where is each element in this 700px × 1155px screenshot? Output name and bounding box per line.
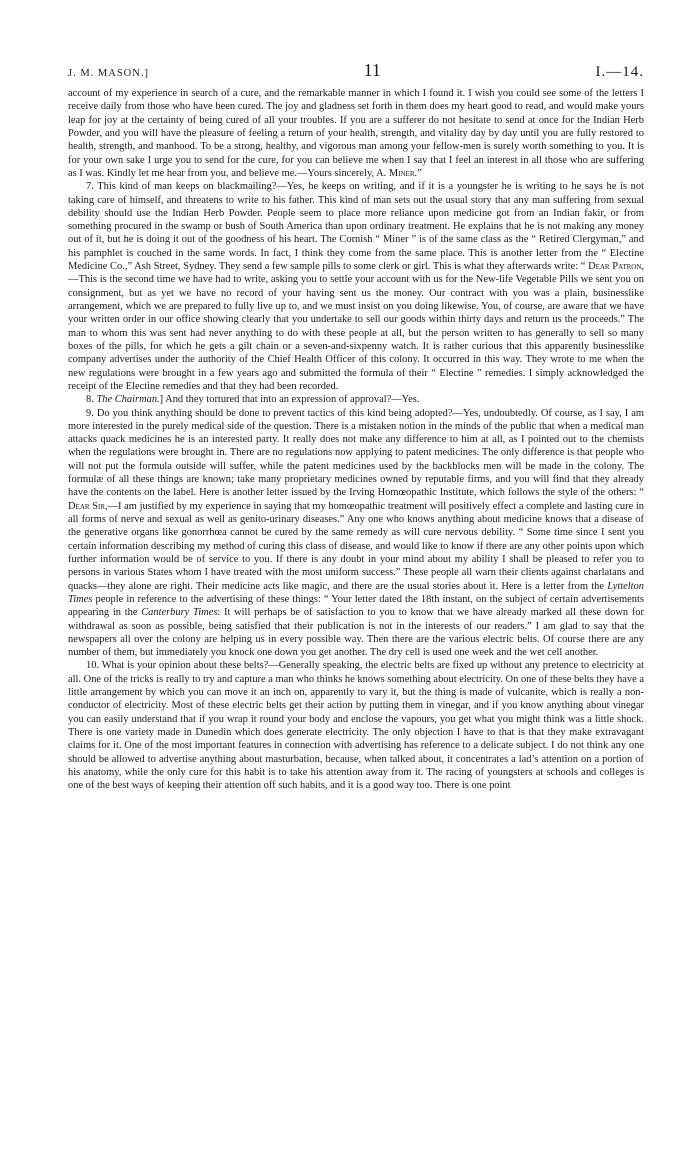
text-run: Miner — [388, 167, 415, 179]
paragraph — [68, 659, 644, 792]
text-run: Lyttelton Times — [68, 580, 644, 605]
paragraph — [68, 407, 644, 660]
paragraph — [68, 393, 644, 406]
document-reference: I.—14. — [595, 64, 644, 80]
text-run: 9. Do you think anything should be done to prevent tactics of this kind being adopted?—Yes, undoubtedly. Of course, as I say, I am more interested in the purely medical side of the question. There is a mistaken notion in the minds of the public that when a medical man attacks quack medicines he is an interested party. It really does not make any difference to him at all, as I pointed out to the chemists when the regulations were brought in. There are no regulations now applying to patent medicines. The only difference is that people who will not put the formula outside will suffer, while the patent medicines used by the backblocks men will be made in the colony. The formulæ of all these things are known; take many proprietary medicines owned by reputable firms, and you will find that they already have the contents on the label. Here is another letter issued by the Irving Homœopathic Institute, which follows the style of the others: “ — [68, 407, 644, 499]
text-run: ,—I am justified by my experience in saying that my homœopathic treatment will positively effect a complete and lasting cure in all forms of nerve and sexual as well as genito-urinary diseases.” Any one who knows anything about medicine knows that a disease of the generative organs like gonorrhœa cannot be cured by the same remedy as will cure nervous debility. “ Some time since I sent you certain information describing my method of curing this class of disease, and would like to know if there are any other points upon which further information would be of service to you. If there is any doubt in your mind about my ability I shall be pleased to refer you to persons in various States whom I have treated with the most uniform success.” These people all warn their clients against charlatans and quacks—they alone are right. Their medicine acts like magic, and there are the usual stories about it. Here is a letter from the — [68, 500, 644, 592]
text-run: account of my experience in search of a cure, and the remarkable manner in which I found it. I wish you could see some of the letters I receive daily from those who have been cured. The joy and gladness set forth in them does my heart good to read, and would make yours leap for joy at the certainty of being cured of all your troubles. If you are a sufferer do not hesitate to send at once for the Indian Herb Powder, and you will have the pleasure of feeling a return of your health, strength, and vitality day by day until you are fully restored to health, strength, and manhood. To be a strong, healthy, and vigorous man among your fellow-men is surely worth something to you. It is for your own sake I urge you to send for the cure, for you can believe me when I say that I feel an interest in all those who are suffering as I was. Kindly let me hear from you, and believe me.—Yours sincerely, A. — [68, 88, 644, 179]
text-run: The Chairman. — [96, 394, 160, 406]
page-number: 11 — [363, 60, 381, 80]
text-run: ,—This is the second time we have had to write, asking you to settle your account with us for the New-life Vegetable Pills we sent you on consignment, but as yet we have no record of your having sent us the money. Our contract with you was a plain, businesslike arrangement, which we are prepared to fully live up to, and we must insist on you doing likewise. You, of course, are aware that we have your written order in our office showing clearly that you undertake to sell our goods within thirty days and return us the proceeds.” The man to whom this was sent had never anything to do with these people at all, but the person written to has generally to sell so many boxes of the pills, for which he gets a gilt chain or a seven-and-sixpenny watch. It is rather curious that this apparently businesslike company advertises under the authority of the Chief Health Officer of this colony. It occurred in this way. They wrote to me when the new regulations were brought in a few years ago and submitted the formula of their “ Electine ” remedies. I simply acknowledged the receipt of the Electine remedies and that they had been recorded. — [68, 261, 644, 392]
text-run: .” — [414, 167, 422, 179]
text-run: 8. — [86, 394, 97, 406]
text-run: Dear Sir — [68, 500, 105, 512]
text-run: ] And they tortured that into an expression of approval?—Yes. — [159, 394, 420, 406]
text-run: people in reference to the advertising of these things: “ Your letter dated the 18th instant, on the subject of certain advertisements appearing in the — [68, 593, 644, 619]
paragraph — [68, 87, 644, 180]
text-run: Canterbury Times — [141, 607, 218, 619]
page-header — [68, 60, 644, 81]
text-run: 10. What is your opinion about these belts?—Generally speaking, the electric belts are fixed up without any pretence to electricity at all. One of the tricks is really to try and capture a man who thinks he knows something about electricity. On one of these belts they have a little arrangement by which you can move it an inch on, apparently to vary it, but the thing is made of vulcanite, which is really a non-conductor of electricity. Most of these electric belts get their action by putting them in vinegar, and if you know anything about vinegar you can easily understand that if you wrap it round your body and enclose the vapours, you get what you might think was a little shock. There is one variety made in Dunedin which does generate electricity. The only objection I have to that is that they make extravagant claims for it. One of the most important features in connection with advertising has reference to a delicate subject. I do not think any one should be allowed to advertise anything about masturbation, because, when talked about, it concentrates a lad’s attention on a portion of his anatomy, while the only cure for this habit is to take his attention away from it. The racing of youngsters at schools and colleges is one of the best ways of keeping their attention off such habits, and it is a good way too. There is one point — [68, 660, 644, 792]
text-run: : It will perhaps be of satisfaction to you to know that we have already marked all these down for withdrawal as soon as possible, being satisfied that their publication is not in the interests of our readers.” I am glad to say that the newspapers all over the colony are helping us in every possible way. Then there are the various electric belts. Of course there are any number of them, but immediately you knock one down you get another. The dry cell is used one week and the wet cell another. — [68, 607, 644, 659]
running-head-author: J. M. MASON.] — [68, 68, 149, 79]
text-run: 7. This kind of man keeps on blackmailing?—Yes, he keeps on writing, and if it is a youngster he is writing to he says he is not taking care of himself, and threatens to write to his father. This kind of man sets out the usual story that any man suffering from sexual debility should use the Indian Herb Powder. People seem to place more reliance upon medicine got from an Indian fakir, or from something procured in the swamp or bush of South America than upon ordinary treatment. He explains that he is not making any money out of it, but he is doing it out of the goodness of his heart. The Cornish “ Miner ” is of the same class as the “ Retired Clergyman,” and his pamphlet is couched in the same words. In fact, I think they come from the same place. This is another letter from the “ Electine Medicine Co.,” Ash Street, Sydney. They send a few sample pills to some clerk or girl. This is what they afterwards write: “ — [68, 181, 644, 273]
body-text — [68, 87, 644, 793]
paragraph — [68, 180, 644, 393]
text-run: Dear Patron — [588, 261, 642, 273]
